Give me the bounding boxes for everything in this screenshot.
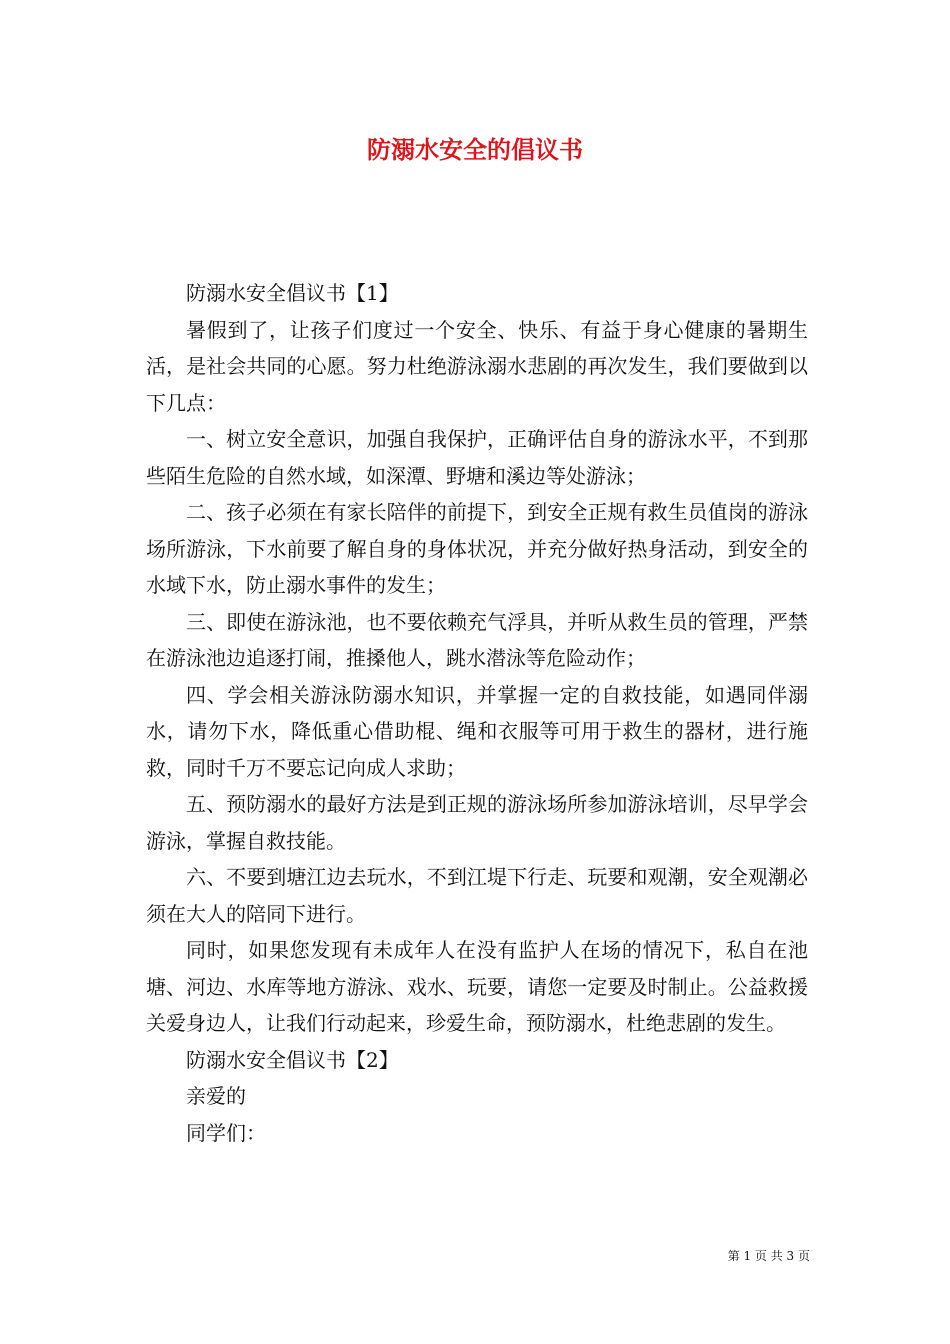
- paragraph-item-1: 一、树立安全意识，加强自我保护，正确评估自身的游泳水平，不到那些陌生危险的自然水域，如深潭、野塘和溪边等处游泳；: [146, 427, 808, 488]
- paragraph-item-5: 五、预防溺水的最好方法是到正规的游泳场所参加游泳培训，尽早学会游泳，掌握自救技能。: [146, 792, 808, 853]
- page-number: 第 1 页 共 3 页: [727, 1249, 810, 1263]
- paragraph-intro: 暑假到了，让孩子们度过一个安全、快乐、有益于身心健康的暑期生活，是社会共同的心愿。努力杜绝游泳溺水悲剧的再次发生，我们要做到以下几点：: [146, 317, 808, 415]
- section-heading-2: 防溺水安全倡议书【2】: [186, 1047, 399, 1072]
- document-body: [146, 275, 808, 1151]
- section-heading-1: 防溺水安全倡议书【1】: [186, 281, 399, 305]
- paragraph-item-2: 二、孩子必须在有家长陪伴的前提下，到安全正规有救生员值岗的游泳场所游泳，下水前要了解自身的身体状况，并充分做好热身活动，到安全的水域下水，防止溺水事件的发生；: [146, 500, 808, 597]
- paragraph-item-4: 四、学会相关游泳防溺水知识，并掌握一定的自救技能，如遇同伴溺水，请勿下水，降低重心借助棍、绳和衣服等可用于救生的器材，进行施救，同时千万不要忘记向成人求助；: [146, 682, 808, 780]
- salutation-line-1: 亲爱的: [186, 1084, 246, 1108]
- paragraph-item-3: 三、即使在游泳池，也不要依赖充气浮具，并听从救生员的管理，严禁在游泳池边追逐打闹，推搡他人，跳水潜泳等危险动作；: [146, 609, 808, 670]
- document-title: 防溺水安全的倡议书: [367, 135, 583, 164]
- salutation-line-2: 同学们：: [186, 1120, 266, 1145]
- paragraph-closing: 同时，如果您发现有未成年人在没有监护人在场的情况下，私自在池塘、河边、水库等地方游泳、戏水、玩要，请您一定要及时制止。公益救援关爱身边人，让我们行动起来，珍爱生命，预防溺水，杜绝悲剧的发生。: [146, 938, 808, 1035]
- paragraph-item-6: 六、不要到塘江边去玩水，不到江堤下行走、玩要和观潮，安全观潮必须在大人的陪同下进行。: [146, 865, 808, 926]
